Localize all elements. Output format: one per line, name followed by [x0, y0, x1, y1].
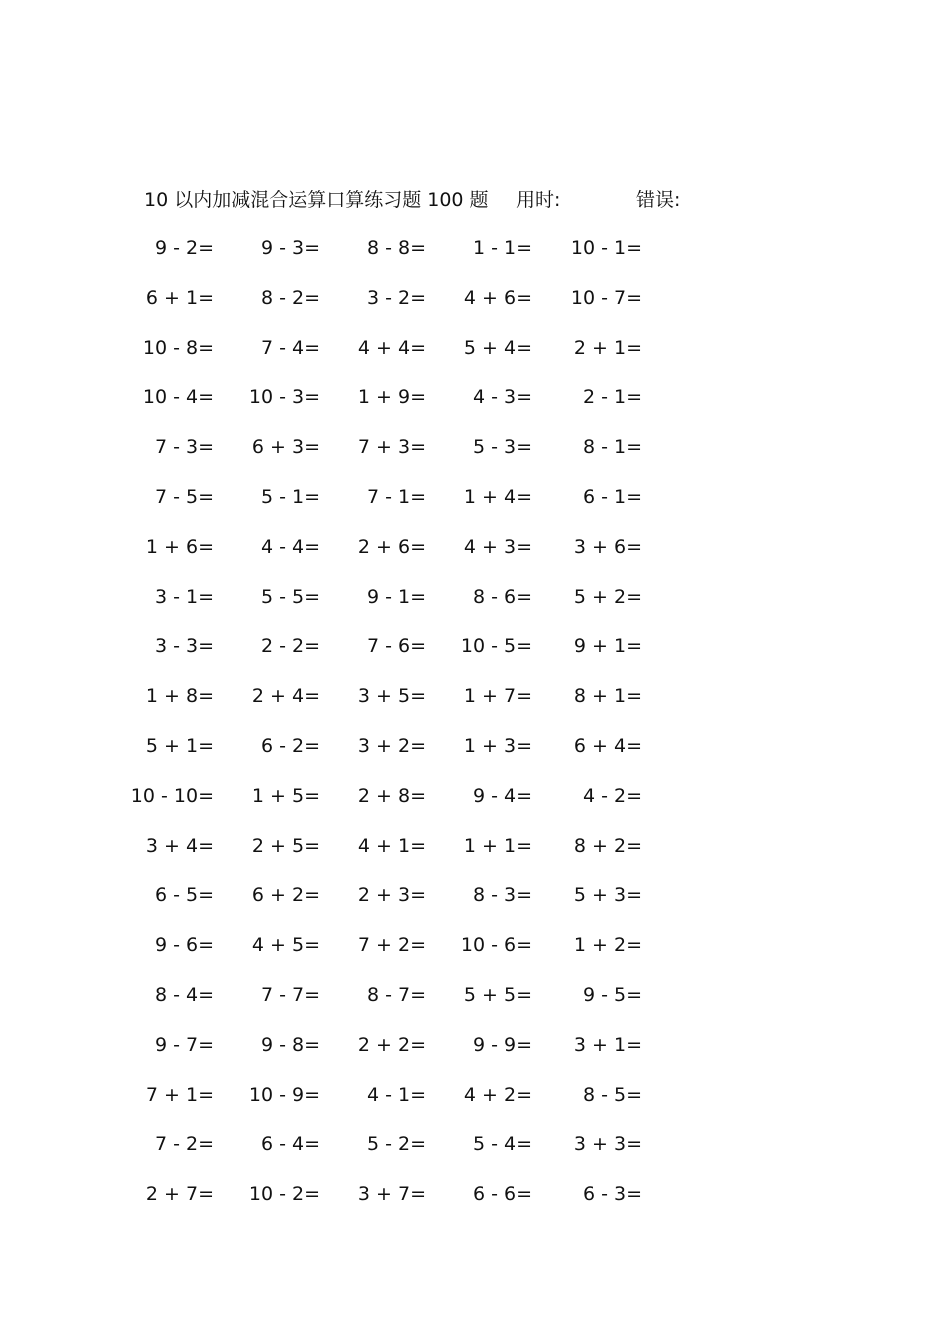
problem-cell: 4 + 5=: [251, 934, 320, 957]
problem-cell: 8 - 8=: [366, 237, 426, 259]
problem-cell: 8 - 2=: [260, 286, 320, 309]
problem-cell: 4 - 2=: [582, 784, 642, 807]
problem-cell: 3 + 7=: [357, 1183, 426, 1206]
problem-cell: 3 + 2=: [357, 735, 426, 757]
problem-cell: 6 - 6=: [472, 1183, 532, 1206]
problem-cell: 5 + 5=: [463, 984, 532, 1006]
problem-cell: 1 + 2=: [573, 934, 642, 957]
problem-cell: 8 - 4=: [154, 984, 214, 1006]
problem-cell: 10 - 6=: [460, 934, 532, 957]
problem-cell: 4 - 3=: [472, 386, 532, 409]
problem-cell: 7 - 6=: [366, 635, 426, 658]
problem-cell: 4 - 4=: [260, 535, 320, 558]
problem-cell: 6 - 2=: [260, 735, 320, 757]
problem-cell: 6 - 4=: [260, 1133, 320, 1156]
problem-cell: 8 - 1=: [582, 436, 642, 459]
problem-cell: 1 + 4=: [463, 486, 532, 508]
problem-cell: 7 - 7=: [260, 984, 320, 1006]
problem-cell: 6 + 2=: [251, 884, 320, 907]
problem-cell: 3 + 4=: [145, 834, 214, 857]
problem-cell: 2 + 4=: [251, 685, 320, 708]
problem-cell: 4 + 4=: [357, 336, 426, 359]
worksheet-title: 10 以内加减混合运算口算练习题 100 题: [144, 189, 489, 211]
problem-cell: 1 + 5=: [251, 784, 320, 807]
problem-cell: 1 + 1=: [463, 834, 532, 857]
problem-cell: 10 - 2=: [248, 1183, 320, 1206]
problem-cell: 1 + 8=: [145, 685, 214, 708]
problem-cell: 9 - 7=: [154, 1033, 214, 1056]
problem-cell: 5 + 4=: [463, 336, 532, 359]
problem-cell: 8 + 1=: [573, 685, 642, 708]
problem-cell: 5 - 5=: [260, 585, 320, 608]
problem-cell: 1 + 3=: [463, 735, 532, 757]
problem-cell: 1 + 9=: [357, 386, 426, 409]
problem-cell: 4 + 1=: [357, 834, 426, 857]
problem-cell: 1 + 7=: [463, 685, 532, 708]
problem-cell: 3 - 2=: [366, 286, 426, 309]
problem-cell: 3 + 6=: [573, 535, 642, 558]
problem-cell: 3 + 5=: [357, 685, 426, 708]
problem-cell: 10 - 10=: [130, 784, 214, 807]
problem-cell: 9 - 2=: [154, 237, 214, 259]
problem-cell: 2 + 6=: [357, 535, 426, 558]
problem-cell: 8 + 2=: [573, 834, 642, 857]
problem-cell: 3 + 1=: [573, 1033, 642, 1056]
problem-cell: 10 - 8=: [142, 336, 214, 359]
problem-cell: 7 - 4=: [260, 336, 320, 359]
problem-cell: 2 - 1=: [582, 386, 642, 409]
problem-cell: 5 - 1=: [260, 486, 320, 508]
problem-cell: 6 - 1=: [582, 486, 642, 508]
problem-cell: 10 - 5=: [460, 635, 532, 658]
problem-cell: 5 + 3=: [573, 884, 642, 907]
problem-cell: 3 + 3=: [573, 1133, 642, 1156]
problem-cell: 2 + 1=: [573, 336, 642, 359]
problem-cell: 9 - 4=: [472, 784, 532, 807]
problem-cell: 3 - 1=: [154, 585, 214, 608]
problem-cell: 9 + 1=: [573, 635, 642, 658]
problem-cell: 7 - 5=: [154, 486, 214, 508]
problem-cell: 6 - 3=: [582, 1183, 642, 1206]
problem-cell: 5 + 1=: [145, 735, 214, 757]
problem-cell: 10 - 9=: [248, 1083, 320, 1106]
problem-cell: 5 - 4=: [472, 1133, 532, 1156]
problem-cell: 9 - 6=: [154, 934, 214, 957]
problem-cell: 6 - 5=: [154, 884, 214, 907]
problem-cell: 9 - 8=: [260, 1033, 320, 1056]
problem-cell: 7 - 1=: [366, 486, 426, 508]
problem-cell: 3 - 3=: [154, 635, 214, 658]
problem-cell: 4 + 2=: [463, 1083, 532, 1106]
problem-cell: 9 - 3=: [260, 237, 320, 259]
problem-cell: 8 - 3=: [472, 884, 532, 907]
error-label: 错误:: [636, 189, 681, 211]
problem-cell: 7 + 1=: [145, 1083, 214, 1106]
problem-cell: 2 + 3=: [357, 884, 426, 907]
problem-cell: 2 + 7=: [145, 1183, 214, 1206]
problem-cell: 10 - 7=: [570, 286, 642, 309]
problem-cell: 6 + 4=: [573, 735, 642, 757]
problem-cell: 9 - 5=: [582, 984, 642, 1006]
problem-cell: 2 - 2=: [260, 635, 320, 658]
problem-cell: 9 - 1=: [366, 585, 426, 608]
time-label: 用时:: [516, 189, 561, 211]
problem-cell: 4 - 1=: [366, 1083, 426, 1106]
problem-cell: 2 + 2=: [357, 1033, 426, 1056]
problem-cell: 8 - 5=: [582, 1083, 642, 1106]
problem-cell: 5 - 2=: [366, 1133, 426, 1156]
problem-cell: 10 - 1=: [570, 237, 642, 259]
problem-cell: 7 - 3=: [154, 436, 214, 459]
problem-cell: 10 - 3=: [248, 386, 320, 409]
problem-cell: 8 - 6=: [472, 585, 532, 608]
problem-cell: 9 - 9=: [472, 1033, 532, 1056]
problem-cell: 7 + 2=: [357, 934, 426, 957]
problem-cell: 1 + 6=: [145, 535, 214, 558]
problem-cell: 6 + 1=: [145, 286, 214, 309]
problem-cell: 8 - 7=: [366, 984, 426, 1006]
problem-cell: 2 + 5=: [251, 834, 320, 857]
problem-cell: 4 + 6=: [463, 286, 532, 309]
problem-cell: 6 + 3=: [251, 436, 320, 459]
problem-cell: 5 + 2=: [573, 585, 642, 608]
problem-cell: 10 - 4=: [142, 386, 214, 409]
problem-cell: 5 - 3=: [472, 436, 532, 459]
problem-cell: 7 - 2=: [154, 1133, 214, 1156]
problem-cell: 7 + 3=: [357, 436, 426, 459]
problem-cell: 2 + 8=: [357, 784, 426, 807]
problem-cell: 1 - 1=: [472, 237, 532, 259]
problem-cell: 4 + 3=: [463, 535, 532, 558]
